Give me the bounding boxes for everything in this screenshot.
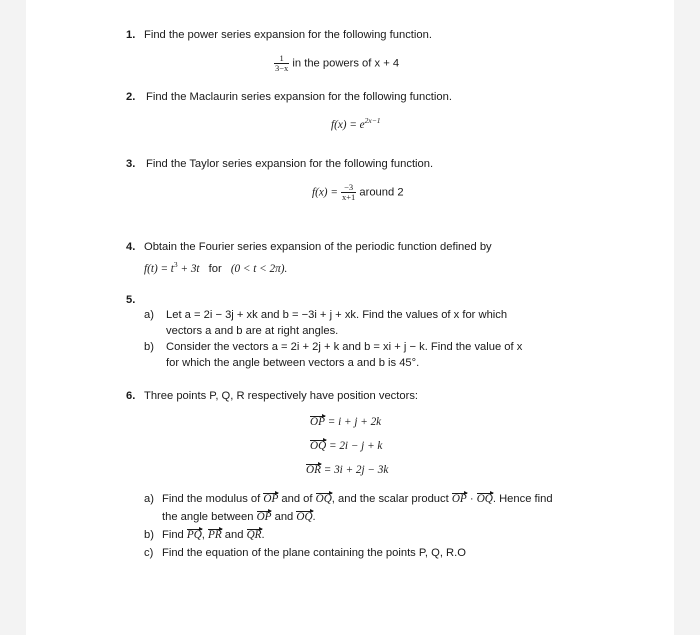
q2-text: Find the Maclaurin series expansion for the following function.: [146, 91, 452, 103]
q6-oq-vector: OQ = 2i − j + k: [310, 440, 383, 452]
q5-a-line1: Let a = 2i − 3j + xk and b = −3i + j + xk. Find the values of x for which: [166, 309, 508, 321]
q3-number: 3.: [126, 158, 136, 170]
q2-function: $f(x) = e^{2x-1}$: [331, 116, 381, 131]
q6-b-line: Find PQ, PR and QR.: [162, 529, 265, 541]
q6-c-line: Find the equation of the plane containing the points P, Q, R.O: [162, 547, 466, 559]
q6-or-vector: OR = 3i + 2j − 3k: [306, 464, 389, 476]
q5-b-line2: for which the angle between vectors a and b is 45°.: [166, 357, 420, 369]
q4-number: 4.: [126, 241, 136, 253]
q6-a-line2: the angle between OP and OQ.: [162, 511, 316, 523]
q6-a-line1: Find the modulus of OP and of OQ, and the scalar product OP · OQ. Hence find: [162, 493, 553, 505]
q5-a-line2: vectors a and b are at right angles.: [166, 325, 339, 337]
q1-expression: [274, 54, 399, 73]
q4-function: $f(t) = t^3 + 3t$ for (0 < t < 2π).: [144, 260, 288, 275]
q1-fraction: $\frac{1}{3-x}$: [275, 53, 289, 73]
q3-function: f(x) = $\frac{-3}{x+1}$ around 2: [312, 182, 404, 202]
q6-text: Three points P, Q, R respectively have position vectors:: [144, 390, 419, 402]
q5-a-label: a): [144, 309, 154, 321]
q3-fraction: $\frac{-3}{x+1}$: [341, 182, 356, 202]
q6-number: 6.: [126, 390, 136, 402]
q5-b-label: b): [144, 341, 154, 353]
q3-text: Find the Taylor series expansion for the following function.: [146, 158, 434, 170]
q1-text: Find the power series expansion for the following function.: [144, 29, 432, 41]
q4-text: Obtain the Fourier series expansion of the periodic function defined by: [144, 241, 492, 253]
q6-c-label: c): [144, 547, 154, 559]
q5-number: 5.: [126, 294, 136, 306]
document-page: [26, 0, 674, 635]
q5-b-line1: Consider the vectors a = 2i + 2j + k and b = xi + j − k. Find the value of x: [166, 341, 523, 353]
q6-b-label: b): [144, 529, 154, 541]
q1-number: 1.: [126, 29, 136, 41]
q2-number: 2.: [126, 91, 136, 103]
q6-op-vector: OP = i + j + 2k: [310, 416, 382, 428]
q6-a-label: a): [144, 493, 154, 505]
q1-tail: in the powers of x + 4: [292, 57, 400, 70]
